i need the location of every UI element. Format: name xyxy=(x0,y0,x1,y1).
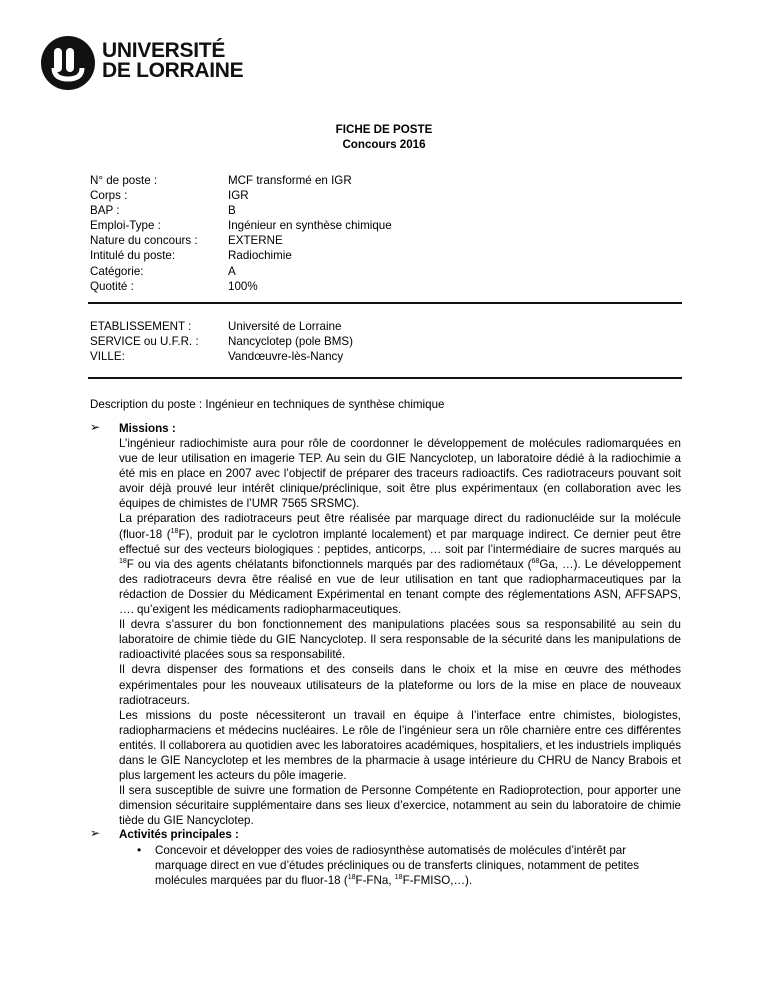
info-row xyxy=(90,334,353,349)
info-row xyxy=(90,248,392,263)
page-subtitle: Concours 2016 xyxy=(342,138,426,151)
university-logo xyxy=(40,35,244,91)
establishment-info-table xyxy=(90,319,353,364)
arrow-bullet-icon: ➢ xyxy=(90,826,101,840)
info-value: Radiochimie xyxy=(228,249,292,263)
divider xyxy=(88,377,682,379)
info-row xyxy=(90,233,392,248)
missions-text: L’ingénieur radiochimiste aura pour rôle de coordonner le développement de molécules radiomarquées en vue de leur utilisation en imagerie TEP. Au sein du GIE Nancyclotep, un laboratoire dédié à la radiochimie a été mis en place en 2007 avec l’objectif de préparer des traceurs radioactifs. Ces radiotraceurs pouvant soit avoir déjà prouvé leur intérêt clinique/préclinique, soit être plus expérimentaux (en collaboration avec les équipes de chimistes de l’UMR 7565 SRSMC). La préparation des radiotraceurs peut être réalisée par marquage direct du radionucléide sur la molécule (fluor-18 ($^{18}$F), produit par le cyclotron implanté localement) et par marquage indirect. Ce dernier peut être effectué sur des vecteurs biologiques : peptides, anticorps, … soit par l’intermédiaire de sucres marqués au $^{18}$F ou via des agents chélatants bifonctionnels marqués par des radiométaux ($^{68}$Ga, …). Le développement des radiotraceurs devra être réalisé en vue de leur utilisation en tant que radiopharmaceutiques par la rédaction de Dossier du Médicament Expérimental en tenant compte des réglementations ASN, AFFSAPS, …. qu’exigent les médicaments radiopharmaceutiques. Il devra s’assurer du bon fonctionnement des manipulations placées sous sa responsabilité au sein du laboratoire de chimie tiède du GIE Nancyclotep. Il sera responsable de la sécurité dans les manipulations de radioactivité placées sous sa responsabilité. Il devra dispenser des formations et des conseils dans le choix et la mise en œuvre des méthodes expérimentales pour les nouveaux utilisateurs de la plateforme ou lors de la mise en place de nouveaux radiotraceurs. Les missions du poste nécessiteront un travail en équipe à l’interface entre chimistes, biologistes, radiopharmaciens et médecins nucléaires. Le rôle de l’ingénieur sera un rôle charnière entre ces différentes entités. Il collaborera au quotidien avec les laboratoires académiques, hospitaliers, et les industriels impliqués dans le GIE Nancyclotep et les membres de la pharmacie à usage intérieure du CHRU de Nancy Brabois et plus largement les acteurs du pôle imagerie. Il sera susceptible de suivre une formation de Personne Compétente en Radioprotection, pour apporter une dimension sécuritaire supplémentaire dans ses lieux d’exercice, notamment au sein du laboratoire de chimie tiède du GIE Nancyclotep. xyxy=(119,437,681,828)
divider xyxy=(88,302,682,304)
post-description: Description du poste : Ingénieur en techniques de synthèse chimique xyxy=(90,398,445,411)
activity-item: Concevoir et développer des voies de radiosynthèse automatisés de molécules d’intérêt par marquage direct en vue d’études précliniques ou de transferts cliniques, notamment de petites molécules marquées par du fluor-18 ($^{18}$F-FNa, $^{18}$F-FMISO,…). xyxy=(155,844,639,888)
page-title: FICHE DE POSTE xyxy=(335,123,433,136)
activities-title: Activités principales : xyxy=(119,828,239,841)
info-label: BAP : xyxy=(90,204,120,218)
info-row xyxy=(90,264,392,279)
info-row xyxy=(90,218,392,233)
info-row xyxy=(90,279,392,294)
info-label: Quotité : xyxy=(90,279,134,293)
info-label: Nature du concours : xyxy=(90,234,198,248)
info-label: N° de poste : xyxy=(90,174,158,187)
info-value: Université de Lorraine xyxy=(228,320,342,333)
info-label: Corps : xyxy=(90,189,128,203)
info-label: Intitulé du poste: xyxy=(90,249,176,263)
university-name xyxy=(102,41,243,81)
info-row xyxy=(90,188,392,203)
arrow-bullet-icon: ➢ xyxy=(90,420,101,434)
university-name-line1: UNIVERSITÉ xyxy=(102,39,226,62)
info-value: 100% xyxy=(228,279,258,293)
info-value: Vandœuvre-lès-Nancy xyxy=(228,350,344,364)
info-row xyxy=(90,203,392,218)
bullet-icon: • xyxy=(137,843,142,857)
missions-title: Missions : xyxy=(119,422,176,435)
info-label: VILLE: xyxy=(90,350,125,364)
info-value: IGR xyxy=(228,189,249,203)
info-row xyxy=(90,349,353,364)
info-value: B xyxy=(228,204,236,218)
info-row xyxy=(90,319,353,334)
info-value: Nancyclotep (pole BMS) xyxy=(228,335,354,349)
missions-paragraph xyxy=(119,436,681,828)
info-value: Ingénieur en synthèse chimique xyxy=(228,219,392,233)
info-value: A xyxy=(228,264,236,278)
info-label: Emploi-Type : xyxy=(90,219,161,233)
info-label: Catégorie: xyxy=(90,264,144,278)
university-logo-mark xyxy=(40,35,96,91)
info-label: SERVICE ou U.F.R. : xyxy=(90,335,199,349)
info-value: EXTERNE xyxy=(228,234,283,248)
university-name-line2: DE LORRAINE xyxy=(102,59,244,82)
post-info-table xyxy=(90,173,392,294)
info-value: MCF transformé en IGR xyxy=(228,174,352,187)
info-label: ETABLISSEMENT : xyxy=(90,320,192,333)
info-row xyxy=(90,173,392,188)
